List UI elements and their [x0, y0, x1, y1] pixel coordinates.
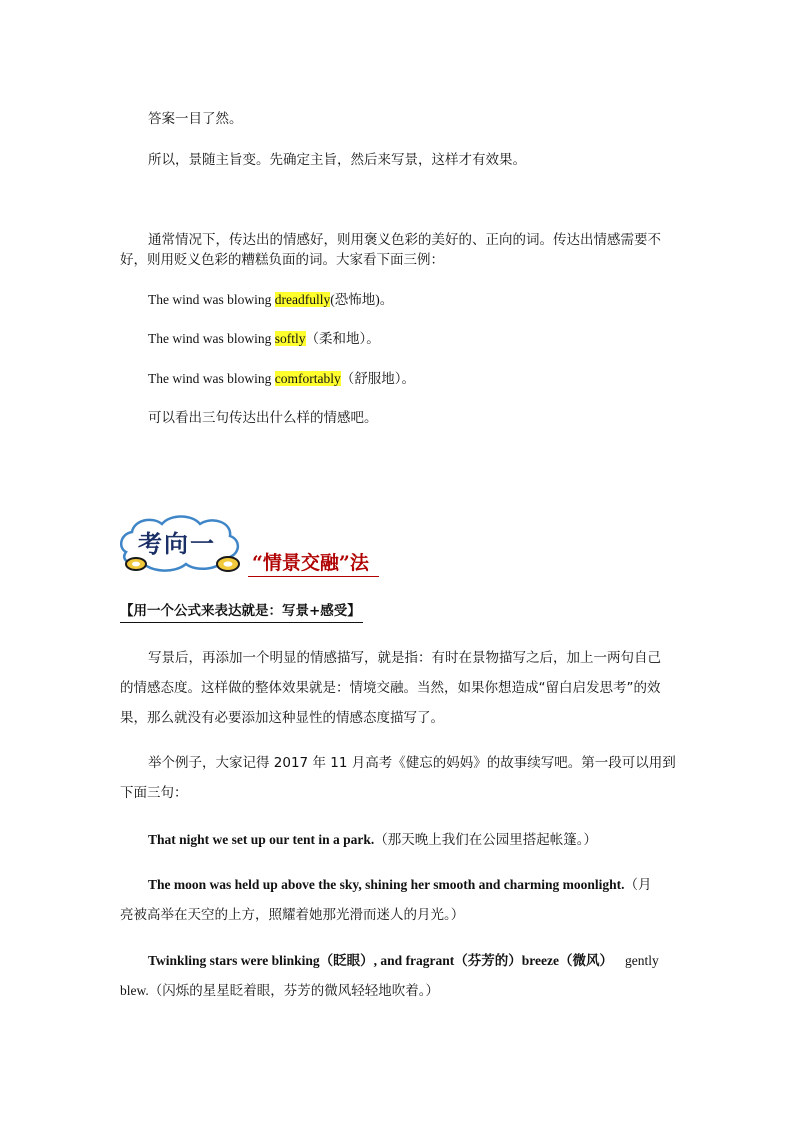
- explanation-line-2: 的情感态度。这样做的整体效果就是：情境交融。当然，如果你想造成“留白启发思考”的效: [120, 680, 661, 696]
- sentence-3-line2-english: blew.: [120, 983, 149, 998]
- story-intro-line-1: 举个例子，大家记得 2017 年 11 月高考《健忘的妈妈》的故事续写吧。第一段可以用到: [148, 755, 676, 771]
- sentence-3-english-a: Twinkling stars were blinking: [148, 953, 320, 968]
- sentence-3-english-c: breeze: [521, 953, 560, 968]
- formula-line: 【用一个公式来表达就是：写景+感受】: [120, 600, 363, 623]
- intro-line-2: 好，则用贬义色彩的糟糕负面的词。大家看下面三例：: [120, 252, 444, 268]
- example-2: [148, 328, 704, 350]
- sentence-3-gloss-1: （眨眼）: [319, 953, 374, 969]
- example-3-suffix: （舒服地）。: [340, 371, 415, 386]
- examples-note: 可以看出三句传达出什么样的情感吧。: [148, 410, 378, 426]
- example-3-keyword: comfortably: [274, 371, 341, 386]
- sentence-2-english: The moon was held up above the sky, shining her smooth and charming moonlight.: [148, 877, 625, 892]
- sentence-2-chinese-b: 亮被高举在天空的上方，照耀着她那光滑而迷人的月光。）: [120, 907, 465, 923]
- explanation-line-1: 写景后，再添加一个明显的情感描写，就是指：有时在景物描写之后，加上一两句自己: [148, 650, 661, 666]
- sentence-3-gloss-2: （芬芳的）: [454, 953, 522, 969]
- conclusion-line: 所以，景随主旨变。先确定主旨，然后来写景，这样才有效果。: [148, 152, 526, 168]
- example-2-keyword: softly: [274, 331, 306, 346]
- explanation-line-3: 果，那么就没有必要添加这种显性的情感态度描写了。: [120, 710, 444, 726]
- sentence-1-chinese: （那天晚上我们在公园里搭起帐篷。）: [374, 832, 598, 848]
- explanation-paragraph: [120, 643, 676, 733]
- example-1-prefix: The wind was blowing: [148, 292, 275, 307]
- sentence-1: [148, 829, 704, 851]
- section-heading: [116, 512, 416, 582]
- intro-line-1: 通常情况下，传达出的情感好，则用褒义色彩的美好的、正向的词。传达出情感需要不: [148, 232, 661, 248]
- section-title: “情景交融”法: [248, 548, 379, 577]
- example-3: [148, 368, 704, 390]
- example-1-suffix: (恐怖地)。: [330, 292, 394, 307]
- sentence-1-english: That night we set up our tent in a park.: [148, 832, 375, 847]
- sentence-3: [120, 946, 676, 1006]
- answer-line: 答案一目了然。: [148, 111, 243, 127]
- example-1-keyword: dreadfully: [274, 292, 331, 307]
- sentence-3-line2-chinese: （闪烁的星星眨着眼，芬芳的微风轻轻地吹着。）: [148, 983, 439, 999]
- sentence-3-english-b: , and fragrant: [373, 953, 455, 968]
- sentence-3-gloss-3: （微风）: [559, 953, 614, 969]
- badge-label: 考向一: [138, 529, 216, 558]
- example-2-suffix: （柔和地）。: [305, 331, 380, 346]
- example-2-prefix: The wind was blowing: [148, 331, 275, 346]
- example-3-prefix: The wind was blowing: [148, 371, 275, 386]
- sentence-2: [120, 870, 676, 930]
- example-1: [148, 289, 704, 311]
- story-intro-paragraph: [120, 748, 676, 808]
- sentence-2-chinese-a: （月: [624, 877, 652, 893]
- story-intro-line-2: 下面三句：: [120, 785, 188, 801]
- sentence-3-english-d: gently: [625, 953, 659, 968]
